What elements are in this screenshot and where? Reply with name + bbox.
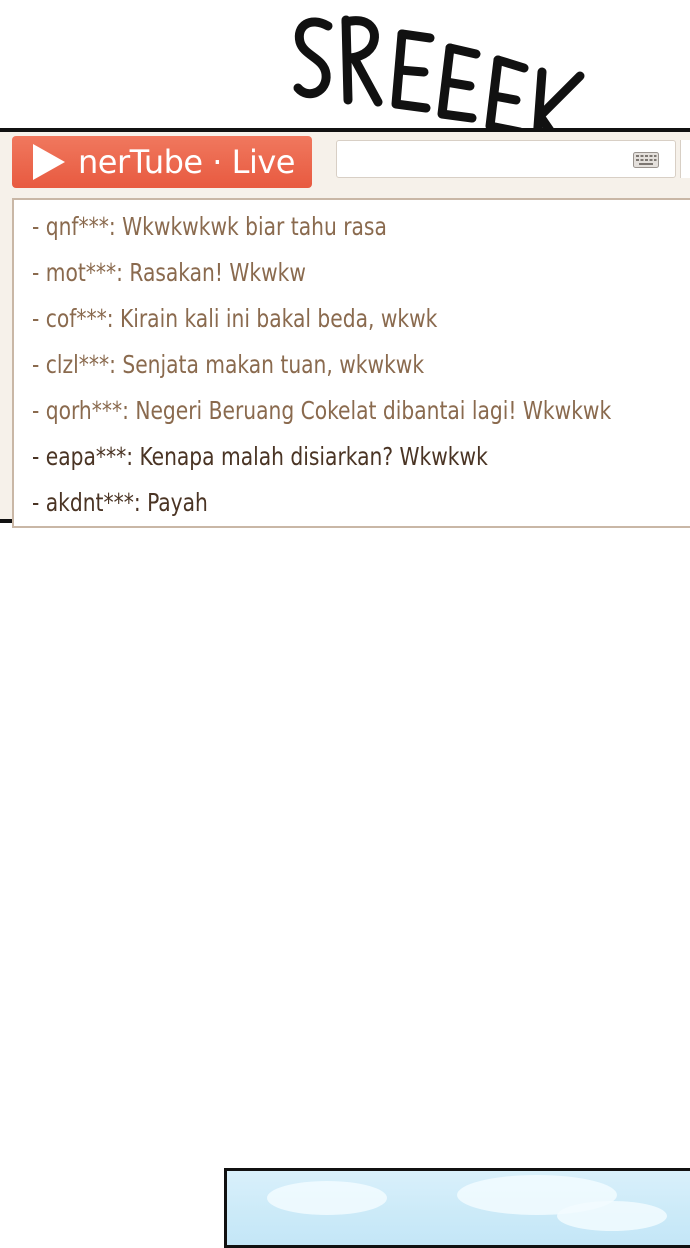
chat-message: - cof***: Kirain kali ini bakal beda, wkwk <box>32 304 438 333</box>
play-icon <box>30 142 68 182</box>
chat-message: - akdnt***: Payah <box>32 488 208 517</box>
search-input[interactable] <box>336 140 676 178</box>
chat-message: - mot***: Rasakan! Wkwkw <box>32 258 306 287</box>
search-button[interactable] <box>680 140 690 178</box>
cloud-shape <box>557 1201 667 1231</box>
live-stream-panel <box>0 128 690 523</box>
chat-message: - qnf***: Wkwkwkwk biar tahu rasa <box>32 212 387 241</box>
brand-name: nerTube · Live <box>78 143 295 181</box>
next-panel-sky-image <box>224 1168 690 1248</box>
nertube-logo[interactable] <box>12 136 312 188</box>
live-chat-box <box>12 198 690 528</box>
chat-message: - qorh***: Negeri Beruang Cokelat dibantai lagi! Wkwkwk <box>32 396 612 425</box>
cloud-shape <box>267 1181 387 1215</box>
chat-message: - clzl***: Senjata makan tuan, wkwkwk <box>32 350 425 379</box>
keyboard-icon[interactable] <box>633 152 659 168</box>
chat-message: - eapa***: Kenapa malah disiarkan? Wkwkwk <box>32 442 488 471</box>
